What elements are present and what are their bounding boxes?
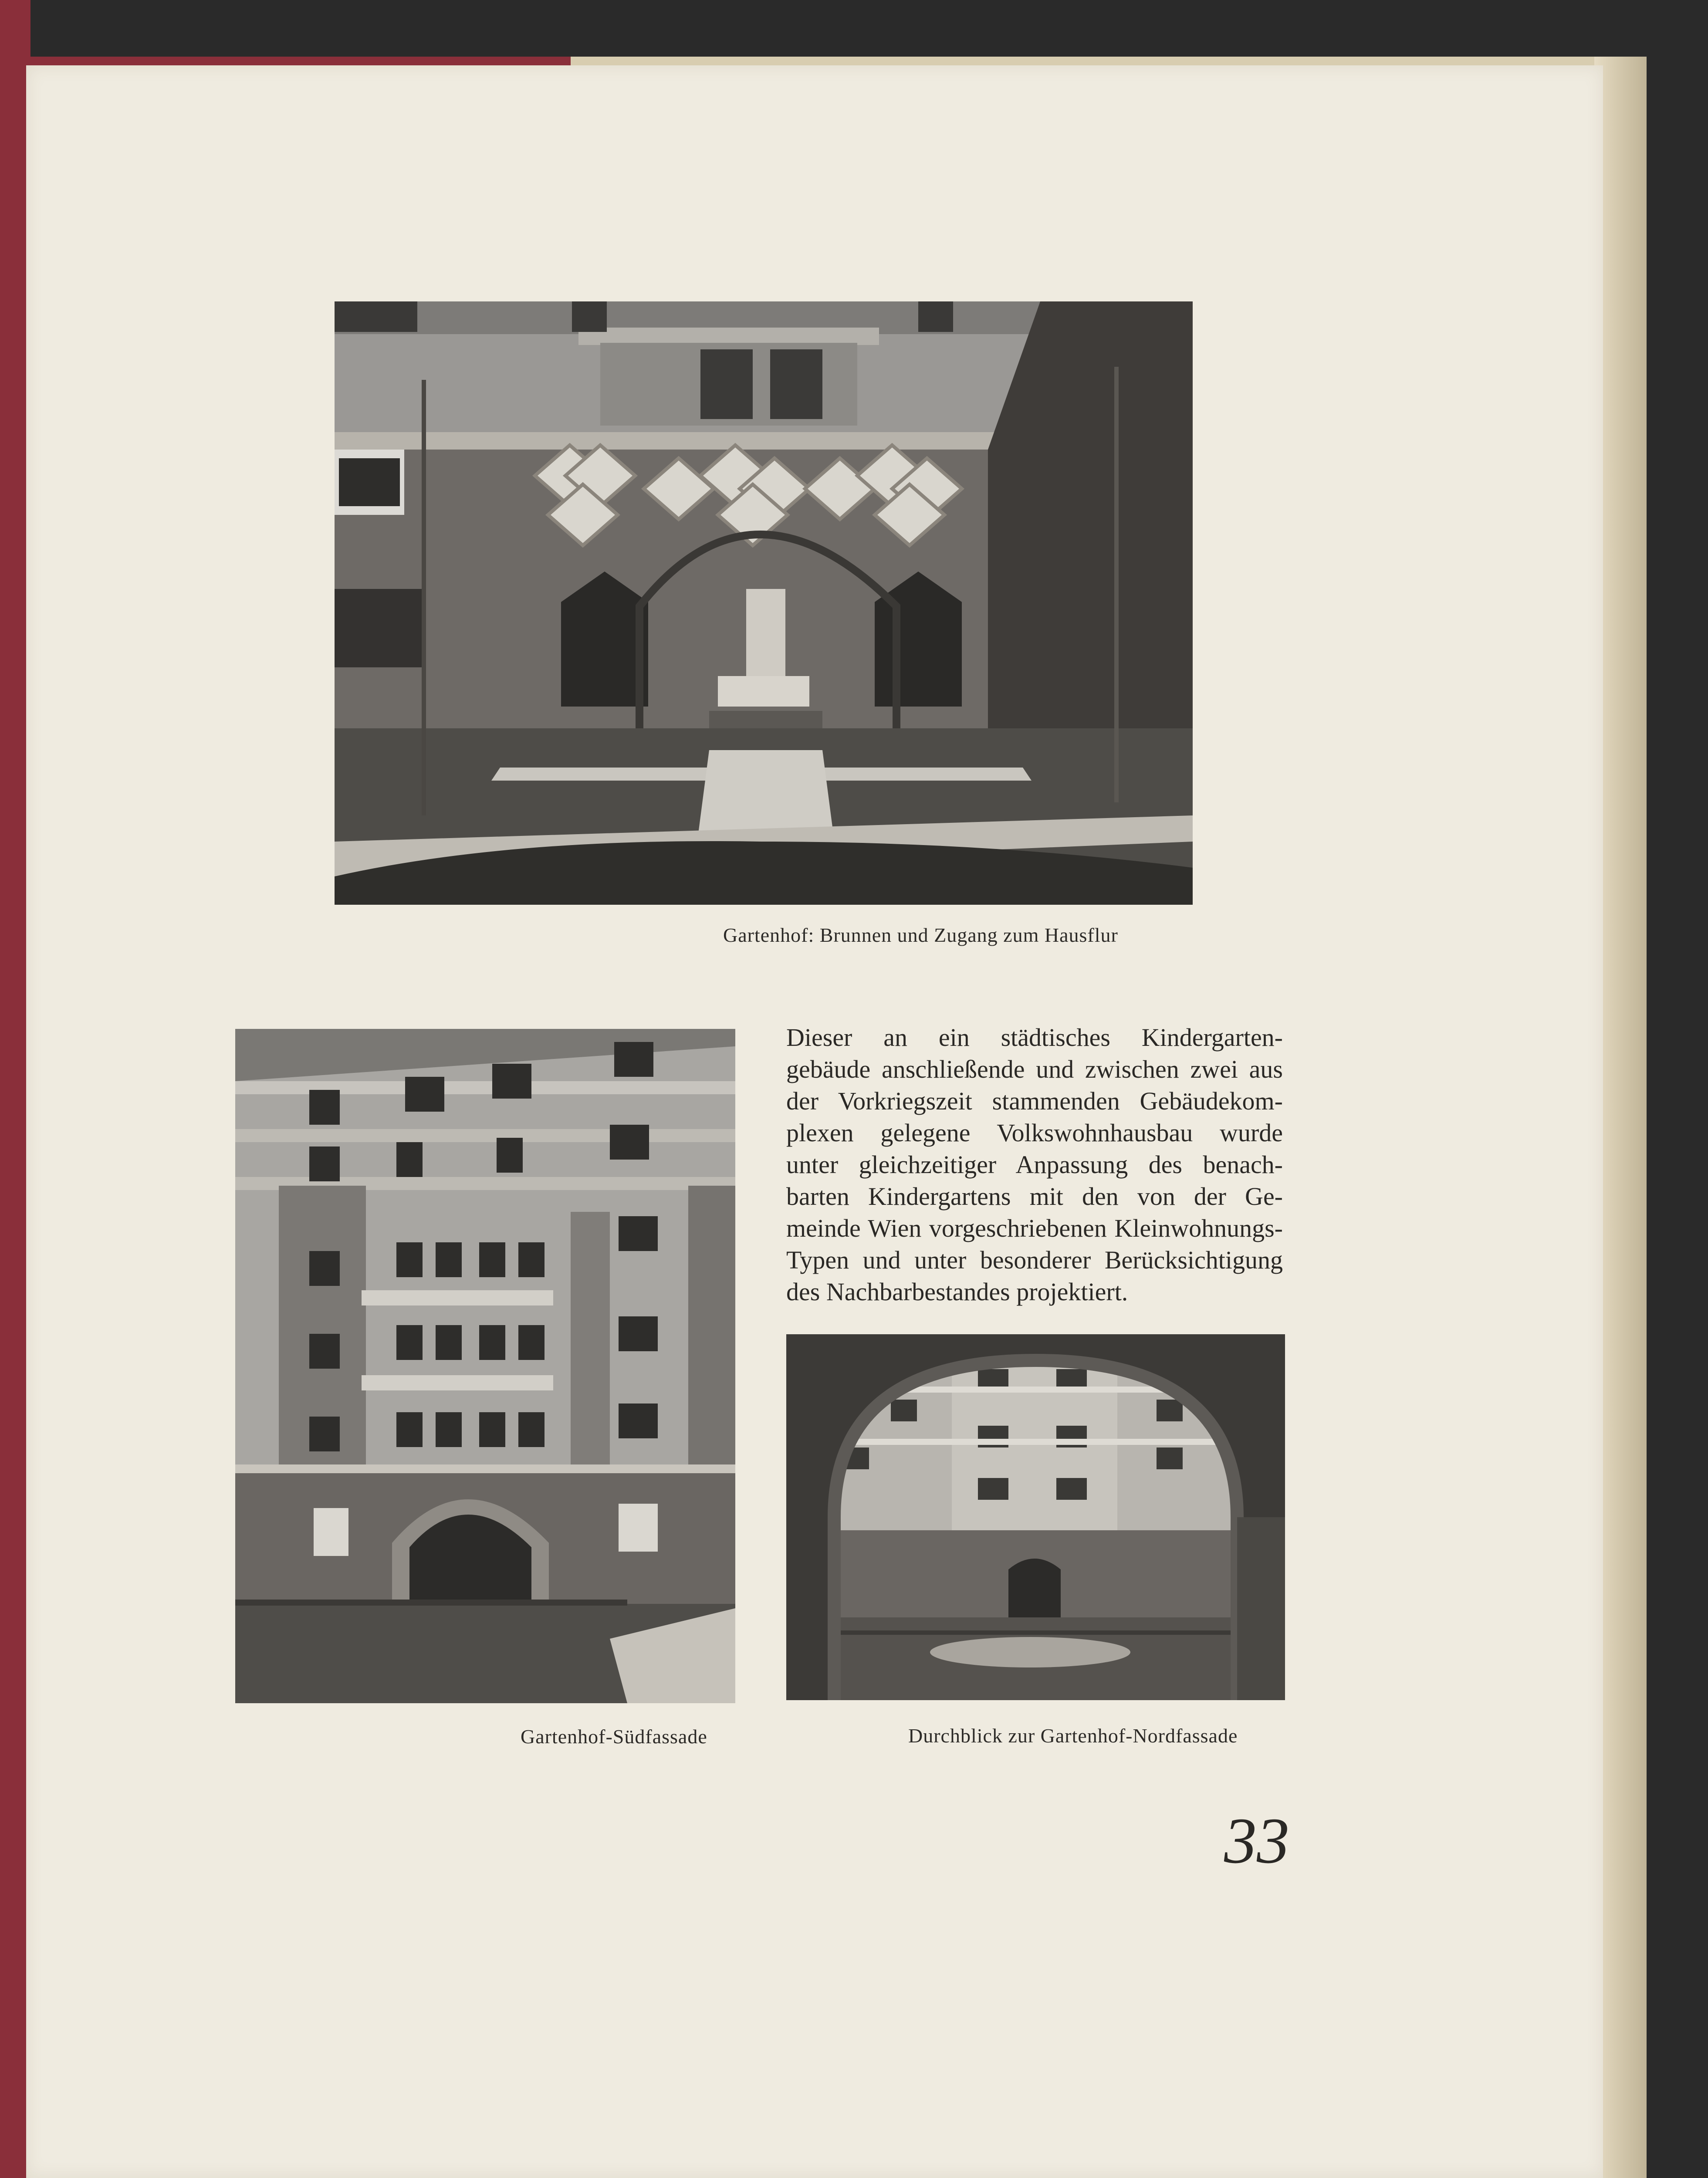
caption-bottom-left-photo: Gartenhof-Südfassade bbox=[521, 1725, 707, 1748]
caption-bottom-right-photo: Durchblick zur Gartenhof-Nordfassade bbox=[908, 1725, 1238, 1747]
photo-arch-view-north-facade bbox=[786, 1334, 1285, 1700]
body-text-line: unter gleichzeitiger Anpassung des benach- bbox=[786, 1150, 1283, 1179]
photo-courtyard-fountain bbox=[335, 301, 1193, 905]
body-text-line: meinde Wien vorgeschriebenen Kleinwohnungs- bbox=[786, 1214, 1283, 1242]
caption-top-photo: Gartenhof: Brunnen und Zugang zum Hausflur bbox=[723, 924, 1118, 946]
body-text-line: Typen und unter besonderer Berücksichtigung bbox=[786, 1246, 1283, 1274]
photo-south-facade bbox=[235, 1029, 735, 1703]
page-number: 33 bbox=[1224, 1805, 1289, 1877]
body-text-line: barten Kindergartens mit den von der Ge- bbox=[786, 1182, 1283, 1211]
body-text-line: plexen gelegene Volkswohnhausbau wurde bbox=[786, 1119, 1283, 1147]
body-text-line: Dieser an ein städtisches Kindergarten- bbox=[786, 1023, 1283, 1052]
body-text-line: der Vorkriegszeit stammenden Gebäudekom- bbox=[786, 1087, 1283, 1115]
body-text-line: gebäude anschließende und zwischen zwei aus bbox=[786, 1055, 1283, 1083]
body-text-paragraph bbox=[786, 1021, 1283, 1308]
body-text-line: des Nachbarbestandes projektiert. bbox=[786, 1278, 1128, 1306]
